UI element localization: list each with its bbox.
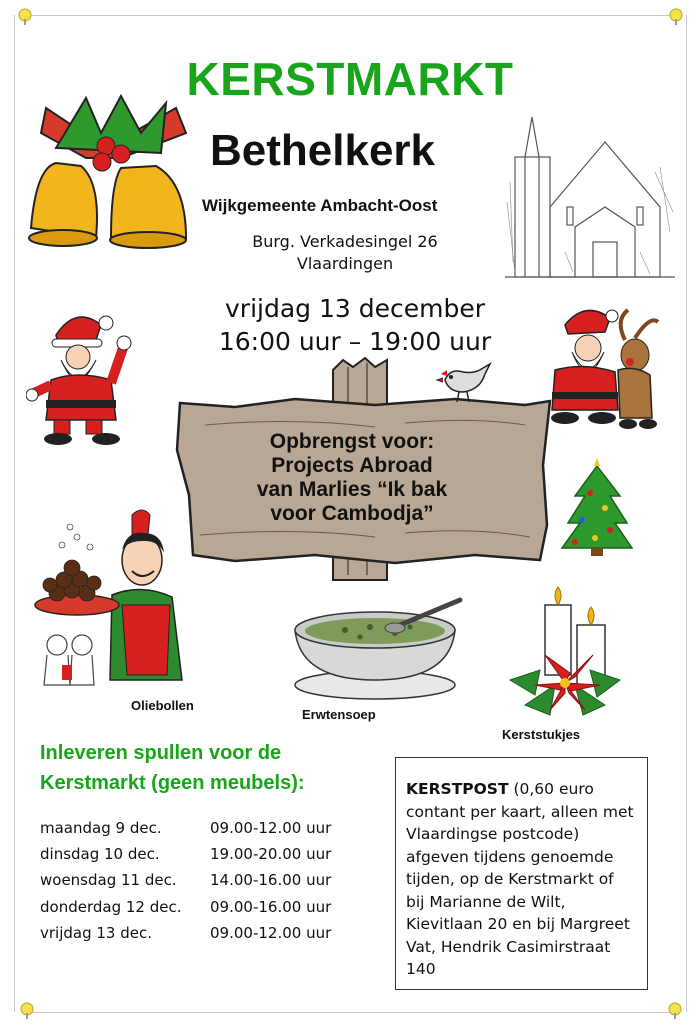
drop-off-heading-line-2: Kerstmarkt (geen meubels): — [40, 772, 305, 794]
schedule-row — [40, 867, 360, 893]
drop-off-schedule — [40, 815, 360, 946]
schedule-time: 09.00-16.00 uur — [210, 897, 332, 916]
page-border-left — [14, 15, 15, 1012]
page-border-right — [686, 15, 687, 1012]
proceeds-line-3: van Marlies “Ik bak — [256, 478, 448, 501]
page-title: KERSTMARKT — [186, 53, 514, 105]
schedule-row — [40, 815, 360, 841]
pushpin-icon — [667, 8, 685, 26]
christmas-tree-icon — [560, 458, 635, 558]
caption-erwtensoep: Erwtensoep — [302, 707, 376, 722]
schedule-row — [40, 894, 360, 920]
congregation-name: Wijkgemeente Ambacht-Oost — [202, 196, 438, 215]
proceeds-line-4: voor Cambodja” — [270, 502, 434, 525]
candles-poinsettia-icon — [505, 585, 625, 720]
schedule-time: 14.00-16.00 uur — [210, 871, 332, 890]
pushpin-icon — [666, 1002, 684, 1020]
schedule-time: 09.00-12.00 uur — [210, 819, 332, 838]
santa-icon — [26, 305, 136, 450]
christmas-bells-icon — [26, 88, 196, 258]
church-name: Bethelkerk — [210, 126, 436, 175]
address-street: Burg. Verkadesingel 26 — [252, 232, 438, 251]
oliebollen-man-icon — [32, 505, 202, 700]
schedule-row — [40, 920, 360, 946]
schedule-day: dinsdag 10 dec. — [40, 845, 160, 864]
proceeds-note — [214, 430, 490, 526]
proceeds-line-2: Projects Abroad — [271, 454, 433, 477]
schedule-day: woensdag 11 dec. — [40, 871, 177, 890]
pushpin-icon — [16, 8, 34, 26]
address — [240, 231, 450, 275]
schedule-day: vrijdag 13 dec. — [40, 923, 153, 942]
schedule-row — [40, 841, 360, 867]
event-datetime — [190, 292, 520, 358]
address-city: Vlaardingen — [296, 254, 394, 273]
santa-reindeer-icon — [540, 300, 665, 435]
caption-kerststukjes: Kerststukjes — [502, 727, 581, 742]
proceeds-line-1: Opbrengst voor: — [269, 430, 435, 453]
page-border-top — [26, 15, 674, 16]
kerstpost-box — [395, 757, 648, 990]
kerstpost-text: (0,60 euro contant per kaart, alleen met Vlaardingse postcode) afgeven tijdens genoemde tijden, op de Kerstmarkt of bij Marianne de Wilt, Kievitlaan 20 en bij Margreet Vat, Hendrik Casimirstraat 140 — [406, 780, 634, 978]
kerstpost-label: KERSTPOST — [406, 780, 509, 798]
drop-off-heading — [40, 738, 305, 798]
bird-icon — [435, 360, 495, 405]
schedule-time: 09.00-12.00 uur — [210, 923, 332, 942]
event-time: 16:00 uur – 19:00 uur — [218, 327, 492, 356]
drop-off-heading-line-1: Inleveren spullen voor de — [40, 742, 282, 764]
schedule-day: donderdag 12 dec. — [40, 897, 182, 916]
church-sketch-icon — [505, 112, 675, 280]
caption-oliebollen: Oliebollen — [131, 698, 194, 713]
page-border-bottom — [26, 1012, 674, 1013]
schedule-time: 19.00-20.00 uur — [210, 845, 332, 864]
pushpin-icon — [18, 1002, 36, 1020]
event-date: vrijdag 13 december — [225, 294, 485, 323]
schedule-day: maandag 9 dec. — [40, 819, 162, 838]
soup-bowl-icon — [290, 595, 470, 705]
